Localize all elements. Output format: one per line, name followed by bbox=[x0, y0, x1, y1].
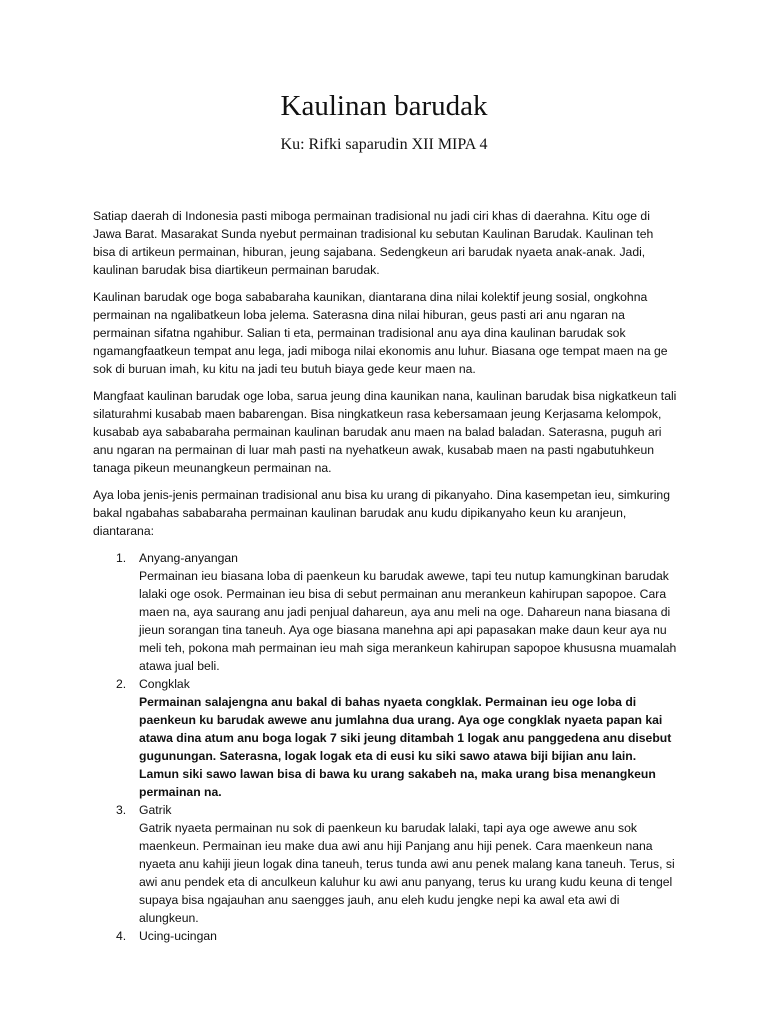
list-number: 4. bbox=[116, 929, 127, 943]
list-number: 2. bbox=[116, 677, 127, 691]
document-body bbox=[93, 207, 678, 945]
document-title: Kaulinan barudak bbox=[280, 90, 488, 122]
author-line: Ku: Rifki saparudin XII MIPA 4 bbox=[280, 136, 488, 153]
list-item-body: Gatrik nyaeta permainan nu sok di paenkeun ku barudak lalaki, tapi aya oge awewe anu sok maenkeun. Permainan ieu make dua awi anu hiji Panjang anu hiji penek. Cara maenkeun nana nyaeta anu kahiji jieun logak dina taneuh, terus tunda awi anu penek malang kana taneuh. Terus, si awi anu pendek eta di anculkeun kaluhur ku awi anu panyang, terus ku urang kudu keuna di tengel supaya bisa ngajauhan anu saengges jauh, anu eleh kudu jengke nepi ka awal eta awi di alungkeun. bbox=[139, 821, 675, 925]
paragraph: Aya loba jenis-jenis permainan tradisional anu bisa ku urang di pikanyaho. Dina kasempetan ieu, simkuring bakal ngabahas sababaraha permainan kaulinan barudak anu kudu dipikanyaho keun ku aranjeun, diantarana: bbox=[93, 488, 670, 538]
list-number: 1. bbox=[116, 551, 127, 565]
game-list bbox=[93, 549, 678, 945]
list-item-heading: Anyang-anyangan bbox=[139, 551, 238, 565]
list-number: 3. bbox=[116, 803, 127, 817]
paragraph: Mangfaat kaulinan barudak oge loba, sarua jeung dina kaunikan nana, kaulinan barudak bisa nigkatkeun tali silaturahmi kusabab maen babarengan. Bisa ningkatkeun rasa kebersamaan jeung Kerjasama kelompok, kusabab aya sababaraha permainan kaulinan barudak anu maen na balad baladan. Saterasna, puguh ari anu ngaran na permainan di luar mah pasti na nyehatkeun awak, kusabab maen na pasti ngabutuhkeun tanaga pikeun meunangkeun permainan na. bbox=[93, 389, 677, 475]
list-item bbox=[93, 549, 678, 675]
list-item-heading: Ucing-ucingan bbox=[139, 929, 217, 943]
list-item-heading: Gatrik bbox=[139, 803, 172, 817]
list-item-body: Permainan salajengna anu bakal di bahas nyaeta congklak. Permainan ieu oge loba di paenkeun ku barudak awewe anu jumlahna dua urang. Aya oge congklak nyaeta papan kai atawa dina atum anu boga logak 7 siki jeung ditambah 1 logak anu panggedena anu disebut gugunungan. Saterasna, logak logak eta di eusi ku siki sawo atawa biji bijian anu lain. Lamun siki sawo lawan bisa di bawa ku urang sakabeh na, maka urang bisa menangkeun permainan na. bbox=[139, 695, 672, 799]
list-item bbox=[93, 927, 678, 945]
list-item-body: Permainan ieu biasana loba di paenkeun ku barudak awewe, tapi teu nutup kamungkinan barudak lalaki oge osok. Permainan ieu bisa di sebut permainan anu merankeun kahirupan sapopoe. Cara maen na, aya saurang anu jadi penjual dahareun, aya anu meli na oge. Dahareun nana biasana di jieun sorangan tina taneuh. Aya oge biasana manehna api api papasakan make daun keur aya nu meli teh, pokona mah permainan ieu mah siga merankeun kahirupan sapopoe khususna muamalah atawa jual beli. bbox=[139, 569, 677, 673]
paragraph: Satiap daerah di Indonesia pasti miboga permainan tradisional nu jadi ciri khas di daerahna. Kitu oge di Jawa Barat. Masarakat Sunda nyebut permainan tradisional ku sebutan Kaulinan Barudak. Kaulinan teh bisa di artikeun permainan, hiburan, jeung sajabana. Sedengkeun ari barudak nyaeta anak-anak. Jadi, kaulinan barudak bisa diartikeun permainan barudak. bbox=[93, 209, 654, 277]
list-item bbox=[93, 675, 678, 801]
list-item bbox=[93, 801, 678, 927]
paragraph: Kaulinan barudak oge boga sababaraha kaunikan, diantarana dina nilai kolektif jeung sosial, ongkohna permainan na ngalibatkeun loba jelema. Saterasna dina nilai hiburan, geus pasti ari anu ngaran na permainan sifatna ngahibur. Salian ti eta, permainan tradisional anu aya dina kaulinan barudak sok ngamangfaatkeun tempat anu lega, jadi miboga nilai ekonomis anu luhur. Biasana oge tempat maen na ge sok di buruan imah, ku kitu na jadi teu butuh biaya gede keur maen na. bbox=[93, 290, 668, 376]
list-item-heading: Congklak bbox=[139, 677, 190, 691]
